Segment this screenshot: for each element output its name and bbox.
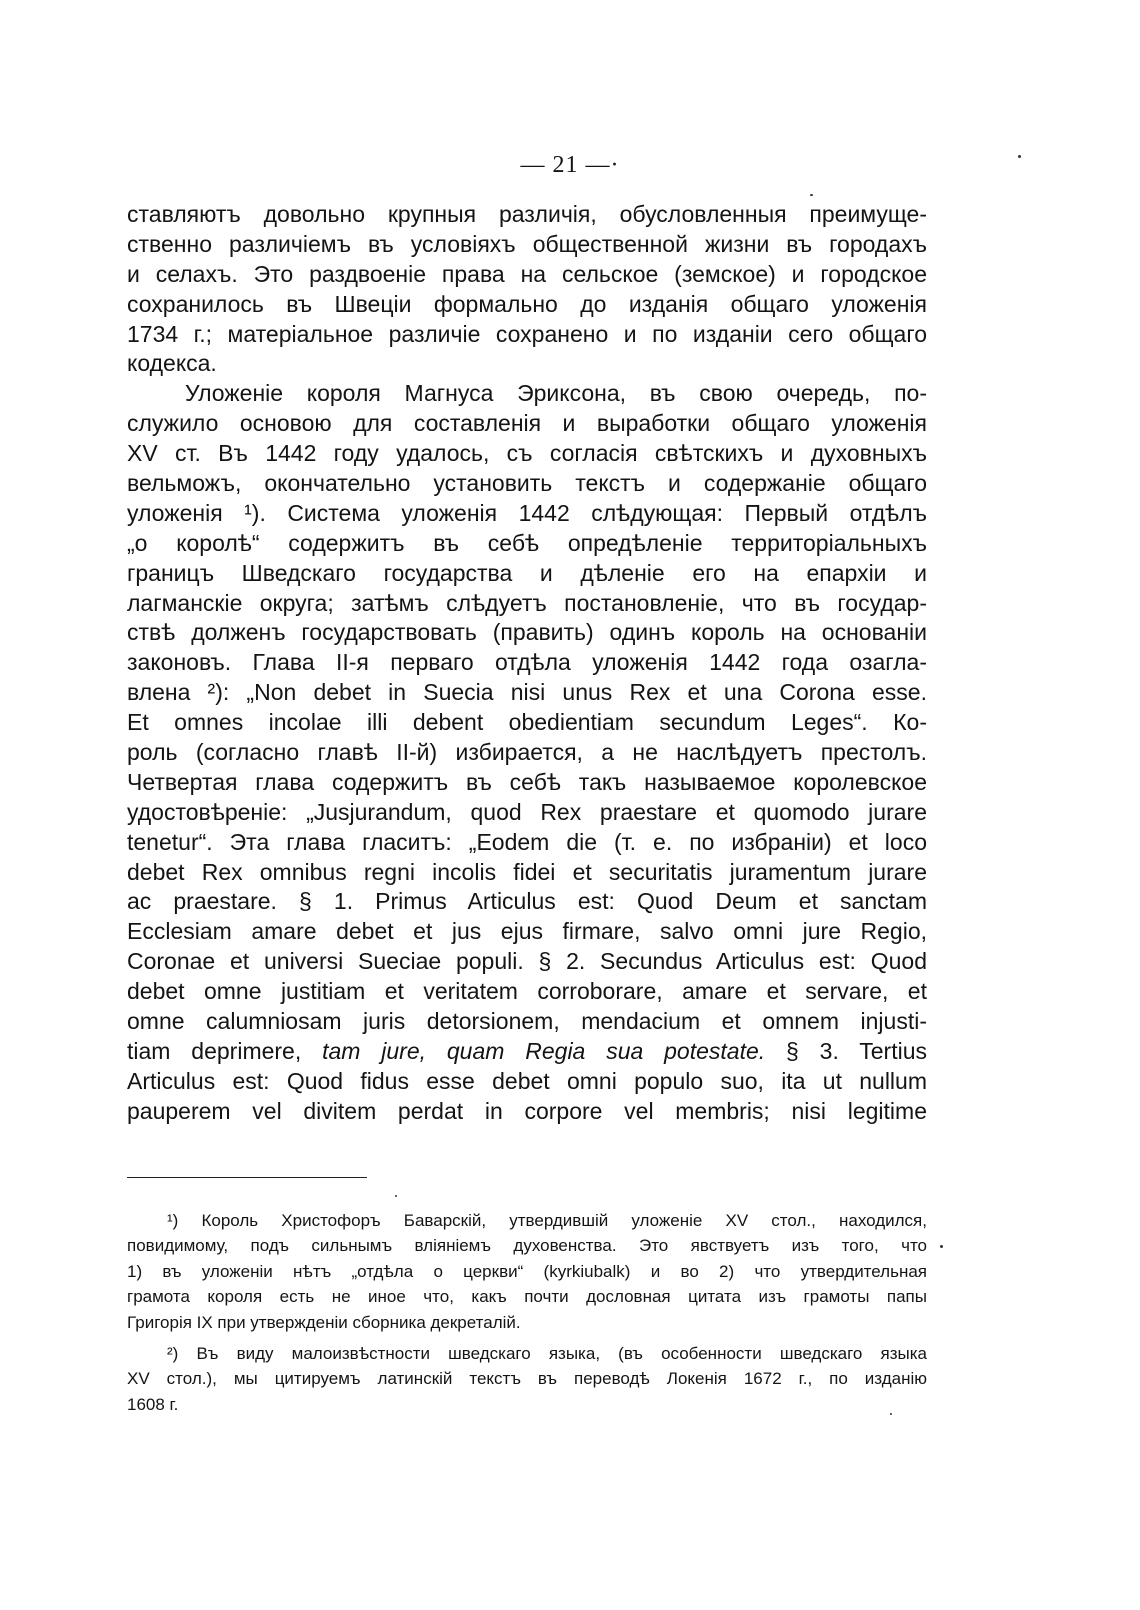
text-line: Ecclesiam amare debet et jus ejus firmare, salvo omni jure Regio, [127,918,927,945]
italic-phrase: tam jure, quam Regia sua potestate. [322,1037,766,1064]
text-line: Articulus est: Quod fidus esse debet omni populo suo, ita ut nullum [127,1067,927,1094]
text-line: omne calumniosam juris detorsionem, mendacium et omnem injusti- [127,1008,927,1035]
footnote-separator [127,1177,367,1178]
scan-speck [395,1195,397,1197]
text-line: сохранилось въ Швеціи формально до изданія общаго уложенія [127,290,927,317]
footnote-2-line: XV стол.), мы цитируемъ латинскій текстъ въ переводѣ Локенія 1672 г., по изданію [127,1369,927,1389]
text-line: ствѣ долженъ государствовать (править) одинъ король на основаніи [127,619,927,646]
text-line: debet Rex omnibus regni incolis fidei et securitatis juramentum jurare [127,858,927,885]
footnote-1-line: Григорія IX при утвержденіи сборника декреталій. [127,1312,521,1332]
text-line: „о королѣ“ содержитъ въ себѣ опредѣленіе территоріальныхъ [127,529,927,556]
body-text [127,200,927,1127]
text-line: законовъ. Глава II-я перваго отдѣла уложенія 1442 года озагла- [127,649,927,676]
text-line: debet omne justitiam et veritatem corroborare, amare et servare, et [127,978,927,1005]
text-line: Coronae et universi Sueciae populi. § 2. Secundus Articulus est: Quod [127,948,927,975]
page-number: — 21 —· [520,152,620,178]
text-line: ставляютъ довольно крупныя различія, обусловленныя преимуще- [127,201,927,227]
footnote-1-line: ¹) Король Христофоръ Баварскій, утвердившій уложеніе XV стол., находился, [167,1211,927,1230]
text-line: служило основою для составленія и выработки общаго уложенія [127,410,927,437]
text-line: и селахъ. Это раздвоеніе права на сельское (земское) и городское [127,260,927,287]
text-line: лагманскіе округа; затѣмъ слѣдуетъ постановленіе, что въ государ- [127,589,927,616]
text-line: 1734 г.; матеріальное различіе сохранено и по изданіи сего общаго [127,320,927,347]
text-line: роль (согласно главѣ II-й) избирается, а не наслѣдуетъ престолъ. [127,739,927,766]
footnote-2-line: 1608 г. [127,1394,179,1414]
footnote-1-line: грамота короля есть не иное что, какъ почти дословная цитата изъ грамоты папы [127,1287,927,1307]
text-line: Четвертая глава содержитъ въ себѣ такъ называемое королевское [127,768,927,795]
text-segment: tiam deprimere, [127,1037,302,1064]
text-segment: § 3. Tertius [786,1037,928,1064]
text-line: Уложеніе короля Магнуса Эриксона, въ свою очередь, по- [185,380,927,407]
text-line: вельможъ, окончательно установить текстъ и содержаніе общаго [127,470,927,497]
text-line: удостовѣреніе: „Jusjurandum, quod Rex praestare et quomodo jurare [127,798,927,825]
text-line: влена ²): „Non debet in Suecia nisi unus Rex et una Corona esse. [127,679,927,706]
text-line: кодекса. [127,350,217,377]
text-line-mixed [127,1037,927,1067]
scan-speck [890,1413,892,1415]
footnote-2-line: ²) Въ виду малоизвѣстности шведскаго языка, (въ особенности шведскаго языка [167,1343,927,1363]
footnotes [127,1208,927,1417]
scan-speck [940,1245,943,1248]
scan-speck [810,194,813,196]
text-line: Et omnes incolae illi debent obedientiam secundum Leges“. Ко- [127,709,927,736]
text-line: границъ Шведскаго государства и дѣленіе его на епархіи и [127,559,927,586]
scan-speck [1018,155,1021,158]
text-line: ственно различіемъ въ условіяхъ общественной жизни въ городахъ [127,230,927,257]
text-line: pauperem vel divitem perdat in corpore vel membris; nisi legitime [127,1097,927,1124]
footnote-1-line: 1) въ уложеніи нѣтъ „отдѣла о церкви“ (kyrkiubalk) и во 2) что утвердительная [127,1261,927,1281]
text-line: уложенія ¹). Система уложенія 1442 слѣдующая: Первый отдѣлъ [127,499,927,526]
text-line: tenetur“. Эта глава гласитъ: „Eodem die (т. е. по избраніи) et loco [127,828,927,855]
footnote-1-line: повидимому, подъ сильнымъ вліяніемъ духовенства. Это явствуетъ изъ того, что [127,1236,927,1256]
text-line: XV ст. Въ 1442 году удалось, съ согласія свѣтскихъ и духовныхъ [127,440,927,467]
text-line: ac praestare. § 1. Primus Articulus est: Quod Deum et sanctam [127,888,927,915]
